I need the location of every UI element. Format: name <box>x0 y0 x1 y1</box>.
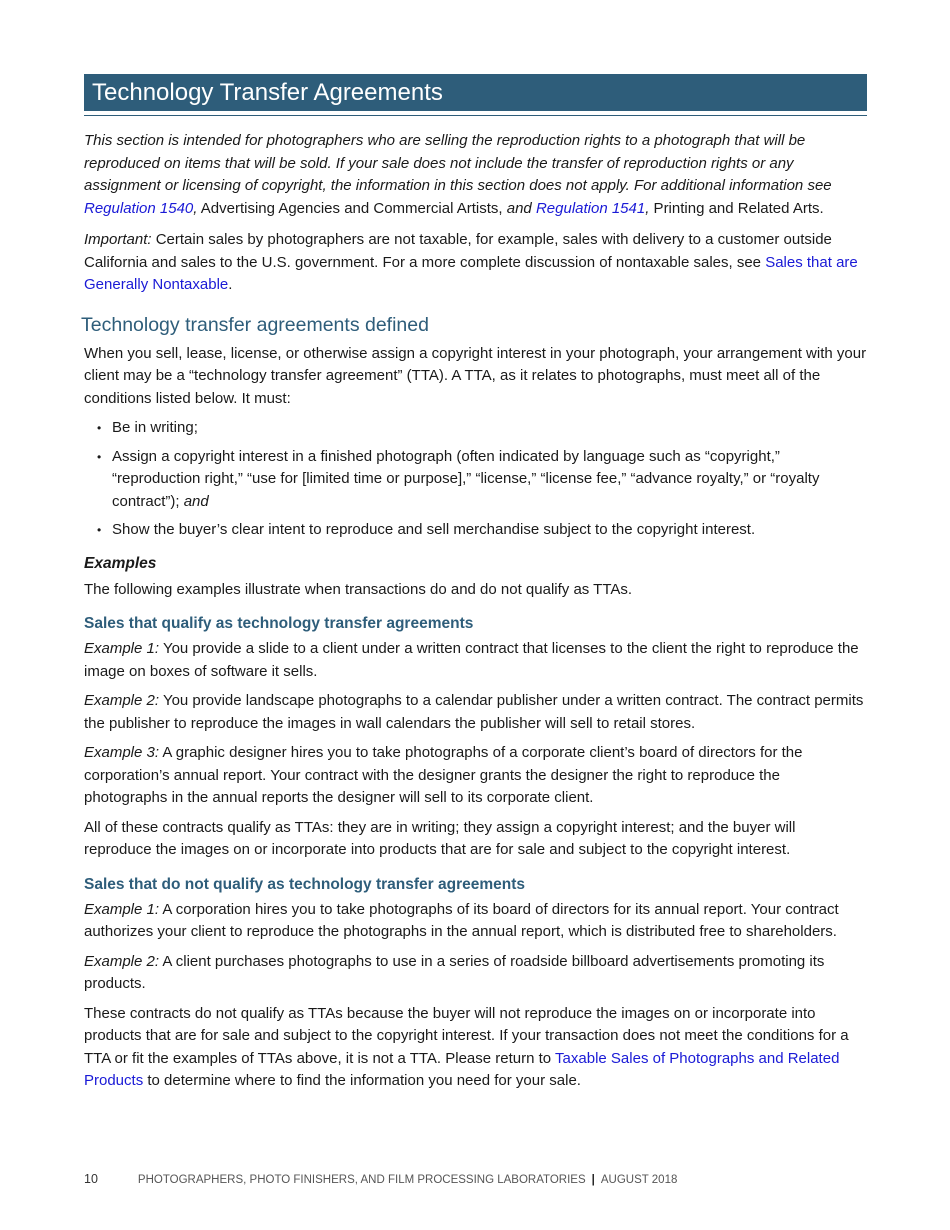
defined-paragraph: When you sell, lease, license, or otherwise assign a copyright interest in your photograph, your arrangement with your client may be a “technology transfer agreement” (TTA). A TTA, as it relates to photographs, must meet all of the conditions listed below. It must: <box>84 344 867 407</box>
example-text: A graphic designer hires you to take photographs of a corporate client’s board of directors for the corporation’s annual report. Your contract with the designer grants the designer the right to reproduce the photographs in the annual reports the designer will sell to its corporate client. <box>84 744 803 806</box>
list-item <box>84 417 867 440</box>
qualify-example-1 <box>84 638 867 683</box>
regulation-1541-link[interactable]: Regulation 1541 <box>535 199 646 217</box>
conditions-list <box>84 417 867 542</box>
qualify-example-2 <box>84 690 867 735</box>
example-label: Example 1: <box>84 640 160 657</box>
taxable-sales-link[interactable]: Taxable Sales of Photographs and Related Products <box>84 1049 840 1089</box>
section-title: Technology Transfer Agreements <box>92 79 443 106</box>
not-qualify-summary <box>84 1003 867 1093</box>
regulation-1540-link[interactable]: Regulation 1540 <box>84 199 194 217</box>
bullet-icon: • <box>97 421 102 435</box>
example-label: Example 3: <box>84 744 160 761</box>
example-text: A client purchases photographs to use in a series of roadside billboard advertisements promoting its products. <box>84 952 825 992</box>
intro-comma: , <box>193 199 198 217</box>
qualify-summary: All of these contracts qualify as TTAs: they are in writing; they assign a copyright interest; and the buyer will reproduce the images on or incorporate into products that are for sale and subject to the copyright interest. <box>84 818 796 858</box>
example-label: Example 2: <box>84 692 160 709</box>
list-item-text: Be in writing; <box>112 419 198 436</box>
section-banner <box>84 74 867 111</box>
example-text: You provide landscape photographs to a calendar publisher under a written contract. The contract permits the publisher to reproduce the images in wall calendars the publisher will sell to retail stores. <box>84 692 864 732</box>
list-item-text: Show the buyer’s clear intent to reproduce and sell merchandise subject to the copyright interest. <box>112 521 756 538</box>
list-item <box>84 519 867 542</box>
intro-agencies-text: Advertising Agencies and Commercial Artists, <box>197 199 507 217</box>
example-label: Example 2: <box>84 952 160 970</box>
list-item <box>84 446 867 514</box>
page-footer <box>84 1170 677 1189</box>
example-text: You provide a slide to a client under a written contract that licenses to the client the right to reproduce the image on boxes of software it sells. <box>84 640 859 680</box>
intro-and: and <box>506 199 536 217</box>
bullet-icon: • <box>97 449 102 464</box>
example-label: Example 1: <box>84 900 160 918</box>
summary-end: to determine where to find the information you need for your sale. <box>143 1072 581 1089</box>
nontaxable-sales-link[interactable]: Sales that are Generally Nontaxable <box>84 253 858 293</box>
important-end: . <box>228 276 233 293</box>
example-text: A corporation hires you to take photographs of its board of directors for its annual report. Your contract authorizes your client to reproduce the photographs in the annual report, which is distributed free to shareholders. <box>84 900 839 940</box>
qualify-heading: Sales that qualify as technology transfer agreements <box>84 615 474 632</box>
page-number: 10 <box>84 1172 98 1186</box>
bullet-icon: • <box>97 523 102 537</box>
examples-intro: The following examples illustrate when transactions do and do not qualify as TTAs. <box>84 580 633 598</box>
summary-text: These contracts do not qualify as TTAs because the buyer will not reproduce the images on or incorporate into products that are for sale and subject to the copyright interest. If your transaction does not meet the conditions for a TTA or fit the examples of TTAs above, it is not a TTA. Please return to <box>84 1004 849 1067</box>
page-content <box>81 74 867 1093</box>
intro-comma-2: , <box>645 199 650 217</box>
publication-title: PHOTOGRAPHERS, PHOTO FINISHERS, AND FILM PROCESSING LABORATORIES <box>137 1174 586 1186</box>
examples-heading: Examples <box>84 554 157 572</box>
important-paragraph <box>84 229 867 297</box>
intro-text: This section is intended for photographers who are selling the reproduction rights to a photograph that will be reproduced on items that will be sold. If your sale does not include the transfer of reproduction rights or any assignment or licensing of copyright, the information in this section does not apply. For additional information see <box>84 132 832 194</box>
publication-date: AUGUST 2018 <box>600 1174 678 1186</box>
defined-heading: Technology transfer agreements defined <box>81 313 429 336</box>
not-qualify-example-2 <box>84 951 867 996</box>
not-qualify-heading: Sales that do not qualify as technology transfer agreements <box>84 875 525 893</box>
list-item-and: and <box>183 492 209 510</box>
list-item-text: Assign a copyright interest in a finished photograph (often indicated by language such as “copyright,” “reproduction right,” “use for [limited time or purpose],” “license,” “license fee,” “advance royalty,” or “royalty contract”); <box>112 447 820 510</box>
important-text: Certain sales by photographers are not taxable, for example, sales with delivery to a customer outside California and sales to the U.S. government. For a more complete discussion of nontaxable sales, see <box>84 231 832 271</box>
intro-printing-text: Printing and Related Arts. <box>649 199 824 217</box>
important-label: Important: <box>84 231 152 248</box>
banner-rule <box>84 115 867 116</box>
qualify-example-3 <box>84 742 867 810</box>
footer-separator: | <box>591 1174 595 1186</box>
not-qualify-example-1 <box>84 899 867 944</box>
intro-paragraph <box>84 130 867 220</box>
